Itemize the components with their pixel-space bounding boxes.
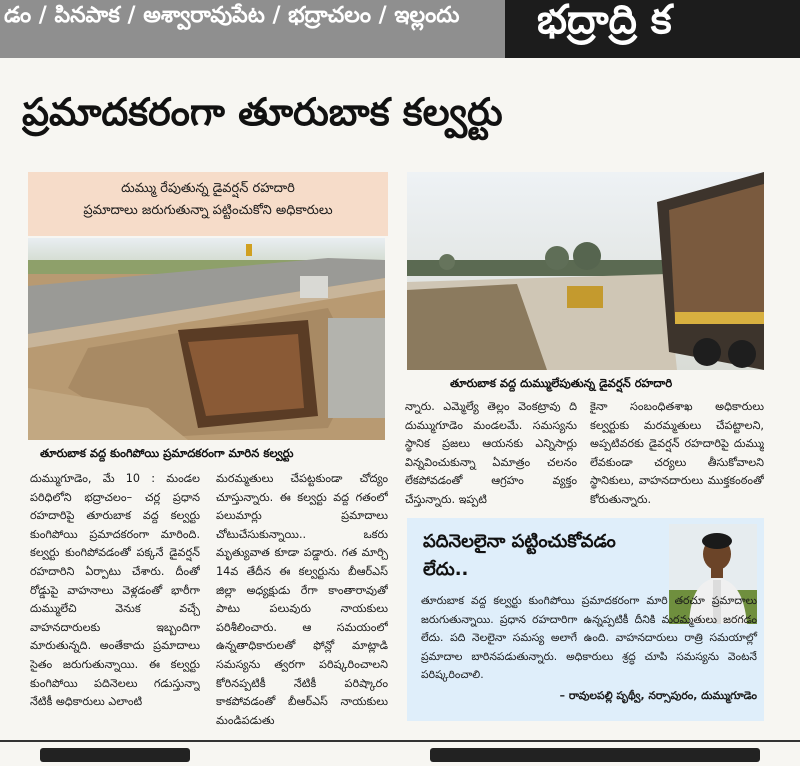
masthead-places: డం / పినపాక / అశ్వారావుపేట / భద్రాచలం / ఇల్లందు [0,0,505,58]
article-headline: ప్రమాదకరంగా తూరుబాక కల్వర్టు [22,90,503,134]
subheading-box [28,172,388,236]
masthead-edition: భద్రాద్రి క [505,0,800,58]
body-text-col-1: దుమ్ముగూడెం, మే 10 : మండల పరిధిలోని భద్రాచలం– చర్ల ప్రధాన రహదారిపై తూరుబాక వద్ద కల్వర్టు కుంగిపోయి ప్రమాదకరంగా మారింది. కల్వర్టు కుంగిపోవడంతో పక్కనే డైవర్షన్ రహదారిని ఏర్పాటు చేశారు. దీంతో రోడ్డుపై వాహనాలు వెళ్లడంతో భారీగా దుమ్ములేచి వెనుక వచ్చే వాహనదారులకు ఇబ్బందిగా మారుతున్నది. అంతేకాదు ప్రమాదాలు సైతం జరుగుతున్నాయి. ఈ కల్వర్టు కుంగిపోయి పదినెలలు గడుస్తున్నా నేటికీ అధికారులు ఎలాంటి [30,472,200,709]
body-text-col-4: కైనా సంబంధితశాఖ అధికారులు కల్వర్టుకు మరమ్మతులు చేపట్టాలని, అప్పటివరకు డైవర్షన్ రహదారిపై దుమ్ము లేవకుండా చర్యలు తీసుకోవాలని స్థానికులు, వాహనదారులు ముక్తకంఠంతో కోరుతున్నారు. [590,400,764,506]
culvert-photo [28,238,385,440]
body-column-4 [590,398,764,514]
quote-box [407,518,764,721]
cutoff-heading-fragment [430,748,760,762]
cutoff-heading-fragment [40,748,190,762]
quote-attribution: – రావులపల్లి పృథ్వీ, నర్సాపురం, దుమ్ముగూడెం [559,688,757,702]
road-photo [407,172,764,370]
masthead [0,0,800,58]
body-text-col-3: న్నారు. ఎమ్మెల్యే తెల్లం వెంకట్రావు ది దుమ్ముగూడెం మండలమే. సమస్యను స్థానిక ప్రజలు ఆయనకు ఎన్నిసార్లు విన్నవించుకున్నా ఏమాత్రం చలనం లేకపోవడంతో ఆగ్రహం వ్యక్తం చేస్తున్నారు. ఇప్పటి [405,400,577,506]
quote-title: పదినెలలైనా పట్టించుకోవడం లేదు.. [423,531,616,580]
next-article-strip [0,740,800,766]
body-column-1 [30,470,200,732]
road-photo-caption: తూరుబాక వద్ద దుమ్ములేపుతున్న డైవర్షన్ రహదారి [450,376,673,390]
quote-body [421,592,757,705]
quote-text: తూరుబాక వద్ద కల్వర్టు కుంగిపోయి ప్రమాదకరంగా మారి తరచూ ప్రమాదాలు జరుగుతున్నాయి. ప్రధాన రహదారిగా ఉన్నప్పటికీ దీనికి మరమ్మతులు జరగడం లేదు. పది నెలలైనా సమస్య అలాగే ఉంది. వాహనదారులు రాత్రి సమయాల్లో ప్రమాదాల బారినపడుతున్నారు. అధికారులు శ్రద్ధ చూపి సమస్యను వెంటనే పరిష్కరించాలి. [421,594,757,681]
culvert-photo-caption: తూరుబాక వద్ద కుంగిపోయి ప్రమాదకరంగా మారిన కల్వర్టు [40,446,294,460]
subheading-line-2: ప్రమాదాలు జరుగుతున్నా పట్టించుకోని అధికారులు [83,203,333,218]
body-column-3 [405,398,577,514]
subheading-line-1: దుమ్ము రేపుతున్న డైవర్షన్ రహదారి [121,181,295,196]
body-text-col-2: మరమ్మతులు చేపట్టకుండా చోద్యం చూస్తున్నారు. ఈ కల్వర్టు వద్ద గతంలో పలుమార్లు ప్రమాదాలు చోటుచేసుకున్నాయి.. ఒకరు మృత్యువాత కూడా పడ్డారు. గత మార్చి 14వ తేదీన ఈ కల్వర్టును బీఆర్ఎస్ జిల్లా అధ్యక్షుడు రేగా కాంతారావుతో పాటు పలువురు నాయకులు పరిశీలించారు. ఆ సమయంలో ఉన్నతాధికారులతో ఫోన్లో మాట్లాడి సమస్యను త్వరగా పరిష్కరించాలని కోరినప్పటికీ నేటికీ పరిష్కారం కాకపోవడంతో బీఆర్ఎస్ నాయకులు మండిపడుతు [216,472,388,727]
body-column-2 [216,470,388,732]
